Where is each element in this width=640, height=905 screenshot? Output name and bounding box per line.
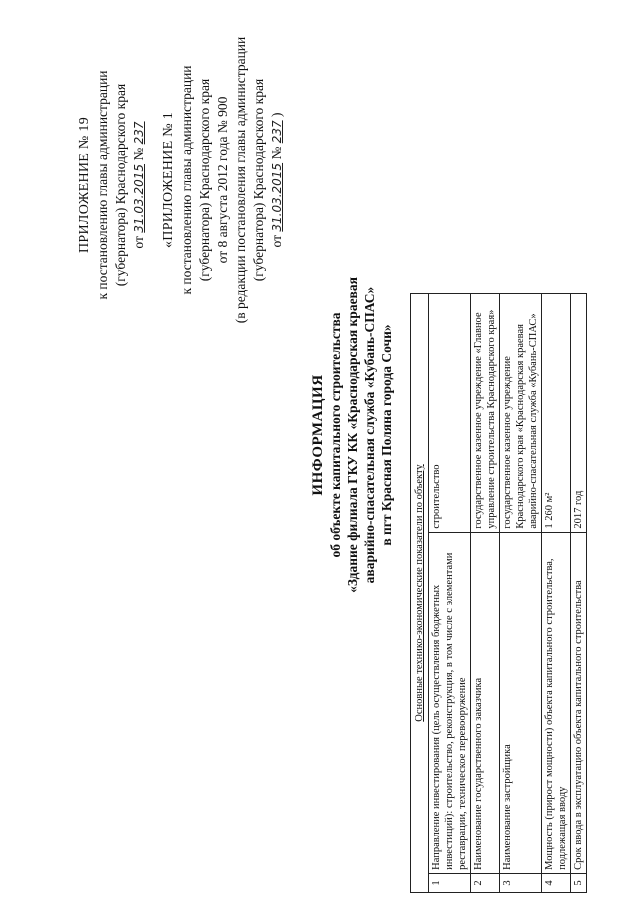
appendix-1-line2: (губернатора) Краснодарского края: [197, 78, 212, 282]
appendix-19-title: ПРИЛОЖЕНИЕ № 19: [77, 117, 92, 253]
row-name: Направление инвестирования (цель осуществления бюджетных инвестиций): строительство, реконструкция, в том числе с элементами реставрации, техническое перевооружение: [429, 532, 471, 873]
appendix-19-line2: (губернатора) Краснодарского края: [113, 83, 128, 287]
appendix-19-date-line: [130, 25, 148, 345]
appendix-19-block: [76, 25, 148, 345]
appendix-1-block: [160, 15, 286, 345]
row-value: строительство: [429, 294, 471, 533]
table-row: [571, 294, 587, 893]
row-value: государственное казенное учреждение Краснодарского края «Краснодарская краевая аварийно-спасательная служба «Кубань-СПАС»: [500, 294, 542, 533]
table-row: [471, 294, 500, 893]
row-value: 2017 год: [571, 294, 587, 533]
row-number: 1: [429, 873, 471, 892]
appendix-19-number: 237: [132, 121, 146, 145]
appendix-1-number: 237: [270, 120, 284, 144]
appendix-19-date: 31.03.2015: [132, 163, 146, 233]
table-section-header: Основные технико-экономические показатели по объекту: [411, 294, 429, 893]
appendix-19-from-label: от: [131, 236, 146, 249]
info-table: [410, 293, 587, 893]
appendix-1-line3: от 8 августа 2012 года № 900: [215, 96, 230, 264]
table-row: [429, 294, 471, 893]
row-name: Наименование застройщика: [500, 532, 542, 873]
heading-line4: в пгт Красная Поляна города Сочи»: [379, 324, 394, 546]
row-number: 4: [542, 873, 571, 892]
row-name: Наименование государственного заказчика: [471, 532, 500, 873]
appendix-1-title: «ПРИЛОЖЕНИЕ № 1: [161, 112, 176, 248]
heading-line1: об объекте капитального строительства: [328, 312, 343, 558]
appendix-1-date-line: от 31.03.2015 № 237 ): [269, 112, 284, 248]
appendix-1-date: 31.03.2015: [270, 162, 284, 232]
heading-title: ИНФОРМАЦИЯ: [310, 374, 326, 496]
document-heading: [310, 225, 395, 645]
appendix-1-from-label: от: [269, 235, 284, 248]
row-value: 1 260 м²: [542, 294, 571, 533]
table-row: [500, 294, 542, 893]
appendix-19-line1: к постановлению главы администрации: [95, 70, 110, 300]
appendix-1-num-label: №: [269, 146, 284, 160]
table-header-row: [411, 294, 429, 893]
row-number: 3: [500, 873, 542, 892]
appendix-19-num-label: №: [131, 147, 146, 161]
appendix-1-line4: (в редакции постановления главы администрации: [233, 36, 248, 324]
row-name: Срок ввода в эксплуатацию объекта капитального строительства: [571, 532, 587, 873]
row-name: Мощность (прирост мощности) объекта капитального строительства, подлежащая вводу: [542, 532, 571, 873]
row-number: 2: [471, 873, 500, 892]
row-value: государственное казенное учреждение «Главное управление строительства Краснодарского края»: [471, 294, 500, 533]
heading-line3: аварийно-спасательная служба «Кубань-СПАС»: [362, 286, 377, 584]
heading-line2: «Здание филиала ГКУ КК «Краснодарская краевая: [345, 277, 360, 593]
row-number: 5: [571, 873, 587, 892]
appendix-1-line5: (губернатора) Краснодарского края: [251, 78, 266, 282]
table-row: [542, 294, 571, 893]
appendix-1-line1: к постановлению главы администрации: [179, 65, 194, 295]
